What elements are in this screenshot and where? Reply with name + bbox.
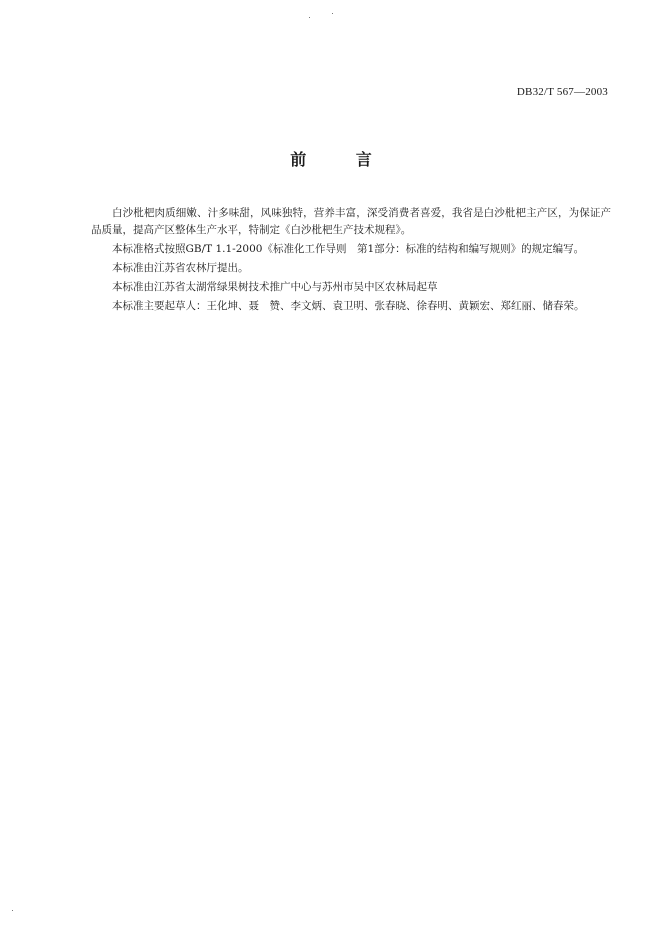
paragraph-intro: 白沙枇杷肉质细嫩、汁多味甜，风味独特，营养丰富，深受消费者喜爱，我省是白沙枇杷主产区，为保证产品质量，提高产区整体生产水平，特制定《白沙枇杷生产技术规程》。 [91, 207, 611, 236]
paragraph-drafters: 本标准主要起草人：王化坤、聂 赞、李文炳、袁卫明、张春晓、徐春明、黄颖宏、郑红丽、储春荣。 [112, 300, 585, 312]
speck [12, 910, 13, 911]
paragraph-drafting-units: 本标准由江苏省太湖常绿果树技术推广中心与苏州市吴中区农林局起草 [112, 281, 438, 293]
page-title: 前 言 [290, 150, 394, 169]
speck [332, 13, 333, 14]
speck [309, 17, 310, 18]
paragraph-format: 本标准格式按照GB/T 1.1-2000《标准化工作导则 第1部分：标准的结构和编写规则》的规定编写。 [112, 243, 585, 255]
document-body [91, 205, 611, 317]
paragraph-proposer: 本标准由江苏省农林厅提出。 [112, 262, 249, 274]
document-code: DB32/T 567—2003 [516, 86, 608, 98]
